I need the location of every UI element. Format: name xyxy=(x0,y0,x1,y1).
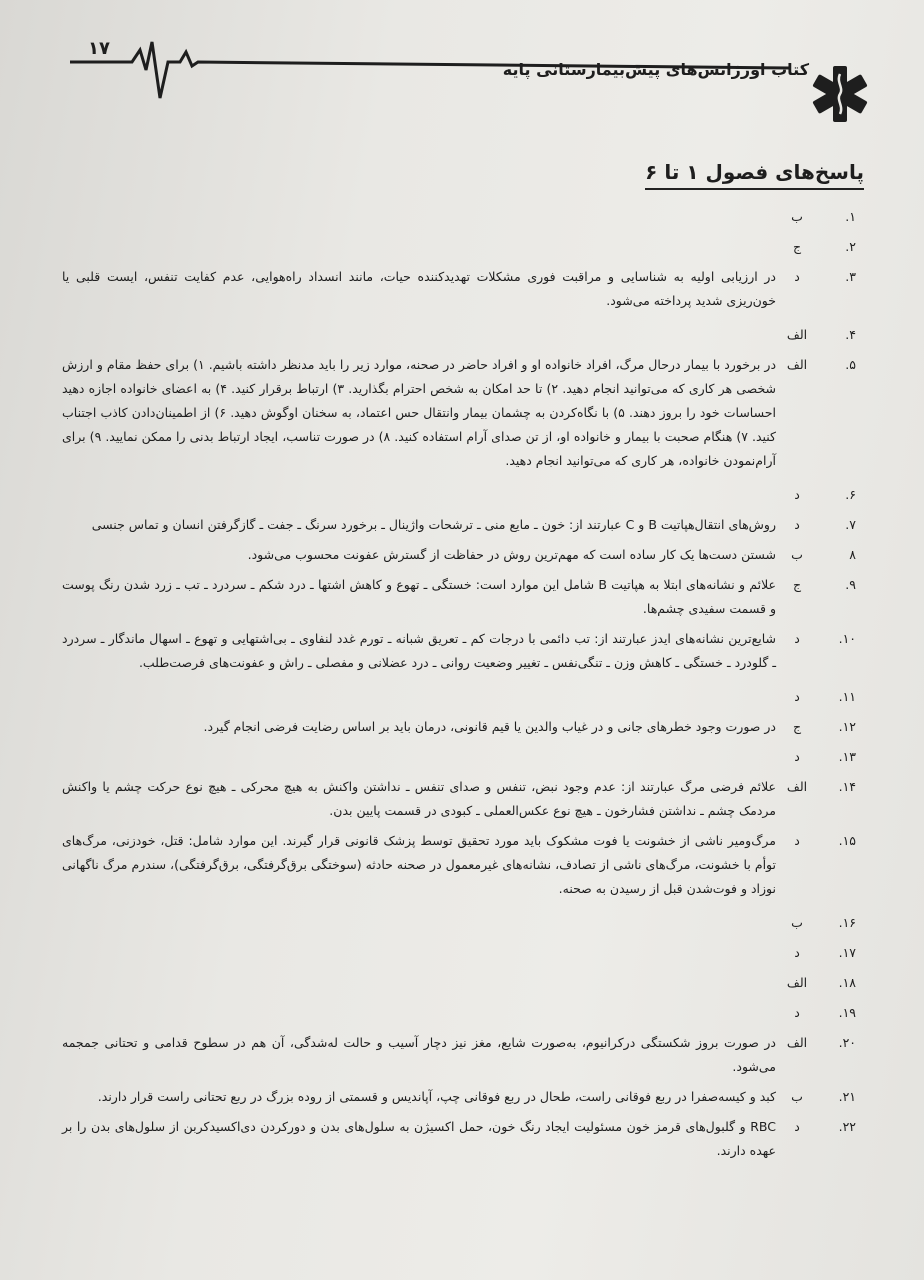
answer-item xyxy=(60,323,864,347)
answer-number: ۱۲. xyxy=(838,719,856,734)
answer-choice: د xyxy=(794,689,800,704)
answer-explanation: شایع‌ترین نشانه‌های ایدز عبارتند از: تب دائمی با درجات کم ـ تعریق شبانه ـ تورم غدد لنفاوی ـ بی‌اشتهایی و تهوع ـ اسهال ماندگار ـ سردرد ـ گلودرد ـ خستگی ـ کاهش وزن ـ تنگی‌نفس ـ تغییر وضعیت روانی ـ درد عضلانی و مفصلی ـ راش و عفونت‌های فرصت‌طلب. xyxy=(62,631,776,670)
answer-item xyxy=(60,265,864,313)
answer-explanation: در صورت وجود خطرهای جانی و در غیاب والدین یا قیم قانونی، درمان باید بر اساس رضایت فرضی انجام گیرد. xyxy=(203,719,776,734)
answer-item xyxy=(60,1115,864,1163)
answer-explanation: علائم فرضی مرگ عبارتند از: عدم وجود نبض، تنفس و صدای تنفس ـ نداشتن واکنش به هیچ محرکی ـ هیچ نوع حرکت چشم یا واکنش مردمک چشم ـ نداشتن فشارخون ـ هیچ نوع عکس‌العملی ـ کبودی در قسمت پایین بدن. xyxy=(62,779,776,818)
answer-choice: د xyxy=(794,1119,800,1134)
answer-choice: ب xyxy=(791,547,803,562)
answer-choice: الف xyxy=(786,357,808,372)
answer-number: ۵. xyxy=(845,357,856,372)
answer-choice: د xyxy=(794,631,800,646)
page-number: ۱۷ xyxy=(88,38,110,59)
answer-choice: ج xyxy=(792,577,802,592)
answer-item xyxy=(60,573,864,621)
answer-item xyxy=(60,353,864,473)
answer-choice: ب xyxy=(791,915,803,930)
answer-number: ۱۵. xyxy=(838,833,856,848)
answer-choice: د xyxy=(794,487,800,502)
answer-item xyxy=(60,829,864,901)
answer-number: ۸ xyxy=(849,547,856,562)
answer-explanation: مرگ‌ومیر ناشی از خشونت یا فوت مشکوک باید مورد تحقیق توسط پزشک قانونی قرار گیرند. این موارد شامل: قتل، خودزنی، مرگ‌های توأم با خشونت، مرگ‌های ناشی از تصادف، نشانه‌های غیرمعمول در صحنه حادثه (سوختگی برق‌گرفتگی، برق‌گرفتگی)، سندرم مرگ ناگهانی نوزاد و فوت‌شدن قبل از رسیدن به صحنه. xyxy=(62,833,776,896)
answer-explanation: در برخورد با بیمار درحال مرگ، افراد خانواده او و افراد حاضر در صحنه، موارد زیر را باید مدنظر داشته باشیم. ۱) برای حفظ مقام و ارزش شخصی هر کاری که می‌توانید انجام دهید. ۲) تا حد امکان به شخص احترام بگذارید. ۳) ارتباط برقرار کنید. ۴) به اعضای خانواده اجازه دهید احساسات خود را بروز دهند. ۵) با نگاه‌کردن به چشمان بیمار وانتقال حس اعتماد، به سخنان اوگوش دهید. ۶) از اطمینان‌دادن کاذب اجتناب کنید. ۷) هنگام صحبت با بیمار و خانواده او، از تن صدای آرام استفاده کنید. ۸) در صورت تناسب، ایجاد ارتباط بدنی را ممکن نمایید. ۹) برای آرام‌نمودن خانواده، هر کاری که می‌توانید انجام دهید. xyxy=(62,357,777,468)
answer-choice: د xyxy=(794,1005,800,1020)
answer-choice: د xyxy=(794,833,800,848)
answer-explanation: روش‌های انتقال‌هپاتیت B و C عبارتند از: خون ـ مایع منی ـ ترشحات واژینال ـ برخورد سرنگ ـ جفت ـ گازگرفتن انسان و تماس جنسی xyxy=(91,517,776,532)
answer-choice: الف xyxy=(786,1035,808,1050)
answer-choice: الف xyxy=(786,975,808,990)
answer-item xyxy=(60,1031,864,1079)
answer-item xyxy=(60,745,864,769)
answer-number: ۲۰. xyxy=(838,1035,856,1050)
answer-item xyxy=(60,971,864,995)
answer-number: ۶. xyxy=(845,487,856,502)
answer-item xyxy=(60,627,864,675)
answer-explanation: شستن دست‌ها یک کار ساده است که مهم‌ترین روش در حفاظت از گسترش عفونت محسوب می‌شود. xyxy=(247,547,776,562)
answer-number: ۱۶. xyxy=(838,915,856,930)
answer-number: ۱۱. xyxy=(838,689,856,704)
answer-number: ۱۴. xyxy=(838,779,856,794)
answer-explanation: کبد و کیسه‌صفرا در ربع فوقانی راست، طحال در ربع فوقانی چپ، آپاندیس و قسمتی از روده بزرگ در ربع تحتانی راست قرار دارند. xyxy=(97,1089,776,1104)
answer-number: ۱۰. xyxy=(838,631,856,646)
answer-choice: ب xyxy=(791,209,803,224)
book-title: کتاب اورژانس‌های پیش‌بیمارستانی پایه xyxy=(502,60,809,79)
section-title: پاسخ‌های فصول ۱ تا ۶ xyxy=(645,160,864,190)
answer-item xyxy=(60,911,864,935)
answer-explanation: علائم و نشانه‌های ابتلا به هپاتیت B شامل این موارد است: خستگی ـ تهوع و کاهش اشتها ـ درد شکم ـ سردرد ـ تب ـ زرد شدن رنگ پوست و قسمت سفیدی چشم‌ها. xyxy=(62,577,776,616)
answer-number: ۲. xyxy=(845,239,856,254)
answer-item xyxy=(60,1085,864,1109)
answer-explanation: در صورت بروز شکستگی درکرانیوم، به‌صورت شایع، مغز نیز دچار آسیب و حالت له‌شدگی، آن هم در سطوح قدامی و تحتانی جمجمه می‌شود. xyxy=(62,1035,776,1074)
answer-choice: الف xyxy=(786,779,808,794)
answer-number: ۲۱. xyxy=(838,1089,856,1104)
answer-number: ۷. xyxy=(845,517,856,532)
answer-list xyxy=(60,205,864,1163)
answer-number: ۴. xyxy=(845,327,856,342)
answer-number: ۱۹. xyxy=(838,1005,856,1020)
answer-choice: د xyxy=(794,749,800,764)
answer-number: ۳. xyxy=(845,269,856,284)
answer-choice: د xyxy=(794,269,800,284)
answer-explanation: در ارزیابی اولیه به شناسایی و مراقبت فوری مشکلات تهدیدکننده حیات، مانند انسداد راه‌هوایی، عدم کفایت تنفس، ایست قلبی یا خون‌ریزی شدید پرداخته می‌شود. xyxy=(62,269,776,308)
answer-choice: ب xyxy=(791,1089,803,1104)
answer-choice: د xyxy=(794,517,800,532)
answer-item xyxy=(60,205,864,229)
answer-choice: د xyxy=(794,945,800,960)
answer-item xyxy=(60,941,864,965)
answer-number: ۱۸. xyxy=(838,975,856,990)
answer-number: ۹. xyxy=(845,577,856,592)
answer-item xyxy=(60,715,864,739)
answer-choice: ج xyxy=(792,239,802,254)
answer-item xyxy=(60,483,864,507)
answer-item xyxy=(60,513,864,537)
answer-item xyxy=(60,775,864,823)
answer-choice: الف xyxy=(786,327,808,342)
answer-number: ۱۷. xyxy=(838,945,856,960)
star-of-life-logo-icon xyxy=(808,62,872,126)
answer-explanation: RBC و گلبول‌های قرمز خون مسئولیت ایجاد رنگ خون، حمل اکسیژن به سلول‌های بدن و دورکردن دی‌اکسیدکربن از سلول‌های بدن را بر عهده دارند. xyxy=(62,1119,776,1158)
answer-number: ۲۲. xyxy=(838,1119,856,1134)
answer-number: ۱۳. xyxy=(838,749,856,764)
answer-choice: ج xyxy=(792,719,802,734)
answer-number: ۱. xyxy=(845,209,856,224)
answer-item xyxy=(60,235,864,259)
answer-item xyxy=(60,685,864,709)
answer-item xyxy=(60,1001,864,1025)
answer-item xyxy=(60,543,864,567)
